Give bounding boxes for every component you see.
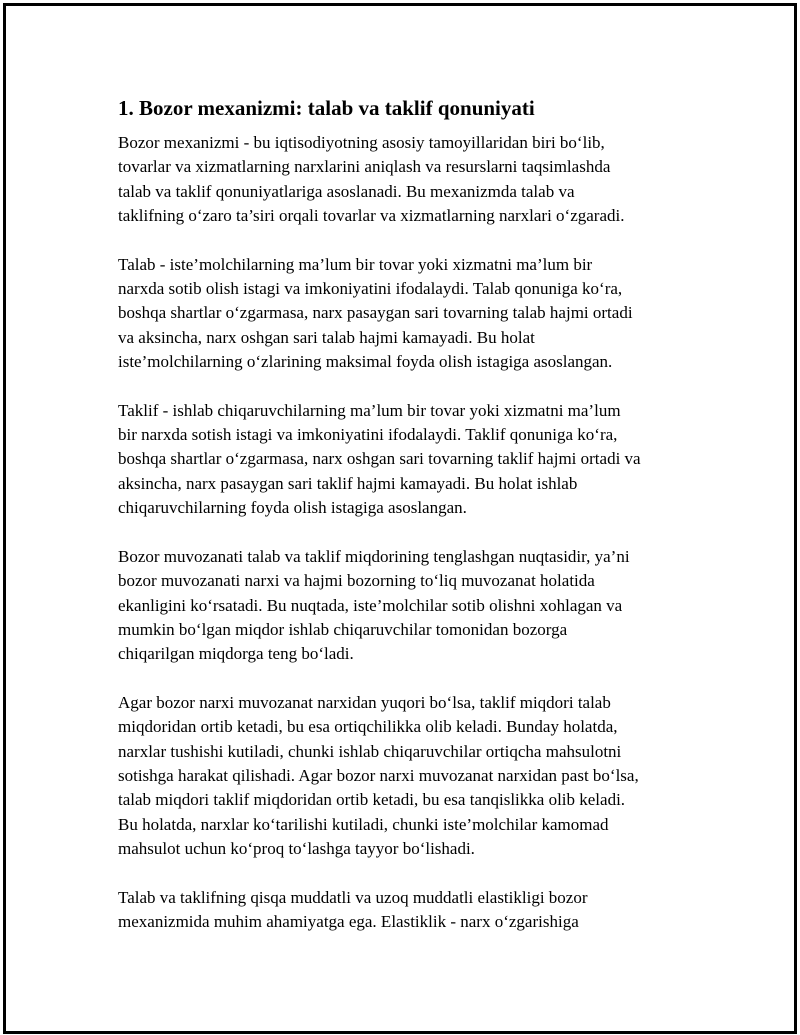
- paragraph-line: Bozor muvozanati talab va taklif miqdorining tenglashgan nuqtasidir, ya’ni: [118, 546, 630, 566]
- paragraph-line: aksincha, narx pasaygan sari taklif hajmi kamayadi. Bu holat ishlab: [118, 473, 578, 493]
- paragraph-bozor-muvozanati: [118, 545, 708, 667]
- paragraph-taklif: [118, 399, 708, 521]
- paragraph-line: sotishga harakat qilishadi. Agar bozor narxi muvozanat narxidan past bo‘lsa,: [118, 765, 639, 785]
- paragraph-line: Bozor mexanizmi - bu iqtisodiyotning asosiy tamoyillaridan biri bo‘lib,: [118, 133, 605, 152]
- paragraph-line: tovarlar va xizmatlarning narxlarini aniqlash va resurslarni taqsimlashda: [118, 157, 611, 177]
- document-body: [118, 94, 708, 958]
- paragraph-line: boshqa shartlar o‘zgarmasa, narx oshgan sari tovarning taklif hajmi ortadi va: [118, 449, 641, 469]
- paragraph-line: boshqa shartlar o‘zgarmasa, narx pasaygan sari tovarning talab hajmi ortadi: [118, 303, 633, 323]
- paragraph-line: Bu holatda, narxlar ko‘tarilishi kutiladi, chunki iste’molchilar kamomad: [118, 814, 609, 834]
- paragraph-ortiqchilik-tanqislik: [118, 691, 708, 862]
- paragraph-line: mexanizmida muhim ahamiyatga ega. Elastiklik - narx o‘zgarishiga: [118, 911, 579, 931]
- paragraph-line: mahsulot uchun ko‘proq to‘lashga tayyor bo‘lishadi.: [118, 839, 475, 859]
- paragraph-line: Taklif - ishlab chiqaruvchilarning ma’lum bir tovar yoki xizmatni ma’lum: [118, 400, 621, 420]
- paragraph-line: miqdoridan ortib ketadi, bu esa ortiqchilikka olib keladi. Bunday holatda,: [118, 717, 618, 737]
- paragraph-line: ekanligini ko‘rsatadi. Bu nuqtada, iste’molchilar sotib olishni xohlagan va: [118, 595, 623, 615]
- paragraph-line: chiqaruvchilarning foyda olish istagiga asoslangan.: [118, 498, 467, 518]
- paragraph-line: Agar bozor narxi muvozanat narxidan yuqori bo‘lsa, taklif miqdori talab: [118, 692, 611, 712]
- paragraph-line: talab miqdori taklif miqdoridan ortib ketadi, bu esa tanqislikka olib keladi.: [118, 790, 626, 810]
- paragraph-line: va aksincha, narx oshgan sari talab hajmi kamayadi. Bu holat: [118, 327, 535, 347]
- paragraph-line: mumkin bo‘lgan miqdor ishlab chiqaruvchilar tomonidan bozorga: [118, 619, 568, 639]
- paragraph-talab: [118, 253, 708, 375]
- paragraph-bozor-mexanizmi: [118, 131, 708, 229]
- paragraph-line: iste’molchilarning o‘zlarining maksimal foyda olish istagiga asoslangan.: [118, 352, 613, 372]
- paragraph-elastiklik: [118, 886, 708, 935]
- paragraph-line: taklifning o‘zaro ta’siri orqali tovarlar va xizmatlarning narxlari o‘zgaradi.: [118, 206, 625, 226]
- section-heading: 1. Bozor mexanizmi: talab va taklif qonuniyati: [118, 96, 535, 120]
- paragraph-line: Talab - iste’molchilarning ma’lum bir tovar yoki xizmatni ma’lum bir: [118, 254, 593, 274]
- paragraph-line: narxda sotib olish istagi va imkoniyatini ifodalaydi. Talab qonuniga ko‘ra,: [118, 279, 623, 299]
- paragraph-line: talab va taklif qonuniyatlariga asoslanadi. Bu mexanizmda talab va: [118, 181, 575, 201]
- paragraph-line: bozor muvozanati narxi va hajmi bozorning to‘liq muvozanat holatida: [118, 571, 595, 591]
- paragraph-line: narxlar tushishi kutiladi, chunki ishlab chiqaruvchilar ortiqcha mahsulotni: [118, 741, 622, 761]
- paragraph-line: chiqarilgan miqdorga teng bo‘ladi.: [118, 644, 354, 664]
- paragraph-line: Talab va taklifning qisqa muddatli va uzoq muddatli elastikligi bozor: [118, 887, 588, 907]
- paragraph-line: bir narxda sotish istagi va imkoniyatini ifodalaydi. Taklif qonuniga ko‘ra,: [118, 425, 618, 445]
